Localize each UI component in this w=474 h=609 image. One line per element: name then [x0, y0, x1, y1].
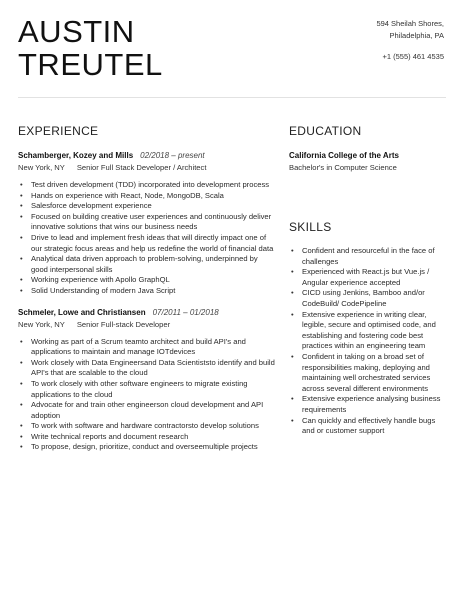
job-company: Schmeler, Lowe and Christiansen	[18, 307, 146, 317]
list-item: • To work with software and hardware contractorsto develop solutions	[18, 421, 276, 432]
job-location: New York, NY	[18, 319, 65, 329]
job-role: Senior Full Stack Developer / Architect	[76, 163, 207, 172]
list-item: • CICD using Jenkins, Bamboo and/or CodeBuild/ CodePipeline	[289, 288, 449, 309]
contact-info	[376, 18, 444, 63]
list-item: • Solid Understanding of modern Java Script	[18, 286, 276, 297]
list-item: • Can quickly and effectively handle bugs and or customer support	[289, 416, 449, 437]
list-item: • To work closely with other software engineers to migrate existing applications to the cloud	[18, 379, 276, 400]
job-bullets	[18, 180, 276, 297]
last-name: TREUTEL	[18, 47, 163, 82]
list-item: • Advocate for and train other engineerson cloud development and API adoption	[18, 400, 276, 421]
education-degree: Bachelor's in Computer Science	[289, 163, 397, 172]
list-item: • Work closely with Data Engineersand Data Scientiststo identify and build API's that are scalable to the cloud	[18, 358, 276, 379]
education-section	[289, 124, 449, 174]
address-line-2: Philadelphia, PA	[389, 31, 444, 40]
job-role: Senior Full-stack Developer	[76, 319, 171, 329]
list-item: • Focused on building creative user experiences and continuously deliver innovative solutions that wins our business needs	[18, 212, 276, 233]
job-dates: 07/2011 – 01/2018	[152, 307, 219, 317]
right-column	[289, 124, 449, 437]
list-item: • Salesforce development experience	[18, 201, 276, 212]
phone-number: +1 (555) 461 4535	[382, 52, 444, 61]
job-company: Schamberger, Kozey and Mills	[18, 151, 134, 160]
skills-list	[289, 246, 449, 437]
list-item: • Confident in taking on a broad set of responsibilities making, deploying and maintaining well orchestrated services across several different environments	[289, 352, 449, 394]
address-line-1: 594 Sheilah Shores,	[376, 19, 444, 28]
list-item: • Write technical reports and document research	[18, 432, 276, 443]
list-item: • Analytical data driven approach to problem-solving, underpinned by good interpersonal skills	[18, 254, 276, 275]
education-heading: EDUCATION	[289, 124, 362, 138]
list-item: • Drive to lead and implement fresh ideas that will directly impact one of our strategic focus areas and help us redefine the world of financial data	[18, 233, 276, 254]
list-item: • Working experience with Apollo GraphQL	[18, 275, 276, 286]
header-divider	[18, 97, 446, 98]
list-item: • Extensive experience in writing clear, legible, secure and optimised code, and establishing and fostering code best practices within an engineering team	[289, 310, 449, 352]
experience-section	[18, 124, 276, 463]
experience-heading: EXPERIENCE	[18, 124, 99, 138]
list-item: • Confident and resourceful in the face of challenges	[289, 246, 449, 267]
list-item: • To propose, design, prioritize, conduct and overseemultiple projects	[18, 442, 276, 453]
job-dates: 02/2018 – present	[140, 151, 205, 160]
list-item: • Experienced with React.js but Vue.js / Angular experience accepted	[289, 267, 449, 288]
job-location: New York, NY	[18, 163, 65, 172]
skills-heading: SKILLS	[289, 220, 332, 234]
job-entry	[18, 150, 276, 297]
list-item: • Hands on experience with React, Node, MongoDB, Scala	[18, 191, 276, 202]
first-name: AUSTIN	[18, 14, 135, 49]
list-item: • Working as part of a Scrum teamto architect and build API's and applications to maintain and manage IOTdevices	[18, 337, 276, 358]
education-school: California College of the Arts	[289, 151, 399, 160]
skills-section	[289, 220, 449, 437]
list-item: • Test driven development (TDD) incorporated into development process	[18, 180, 276, 191]
job-entry	[18, 307, 276, 454]
list-item: • Extensive experience analysing business requirements	[289, 394, 449, 415]
job-bullets	[18, 337, 276, 454]
candidate-name	[18, 15, 163, 81]
